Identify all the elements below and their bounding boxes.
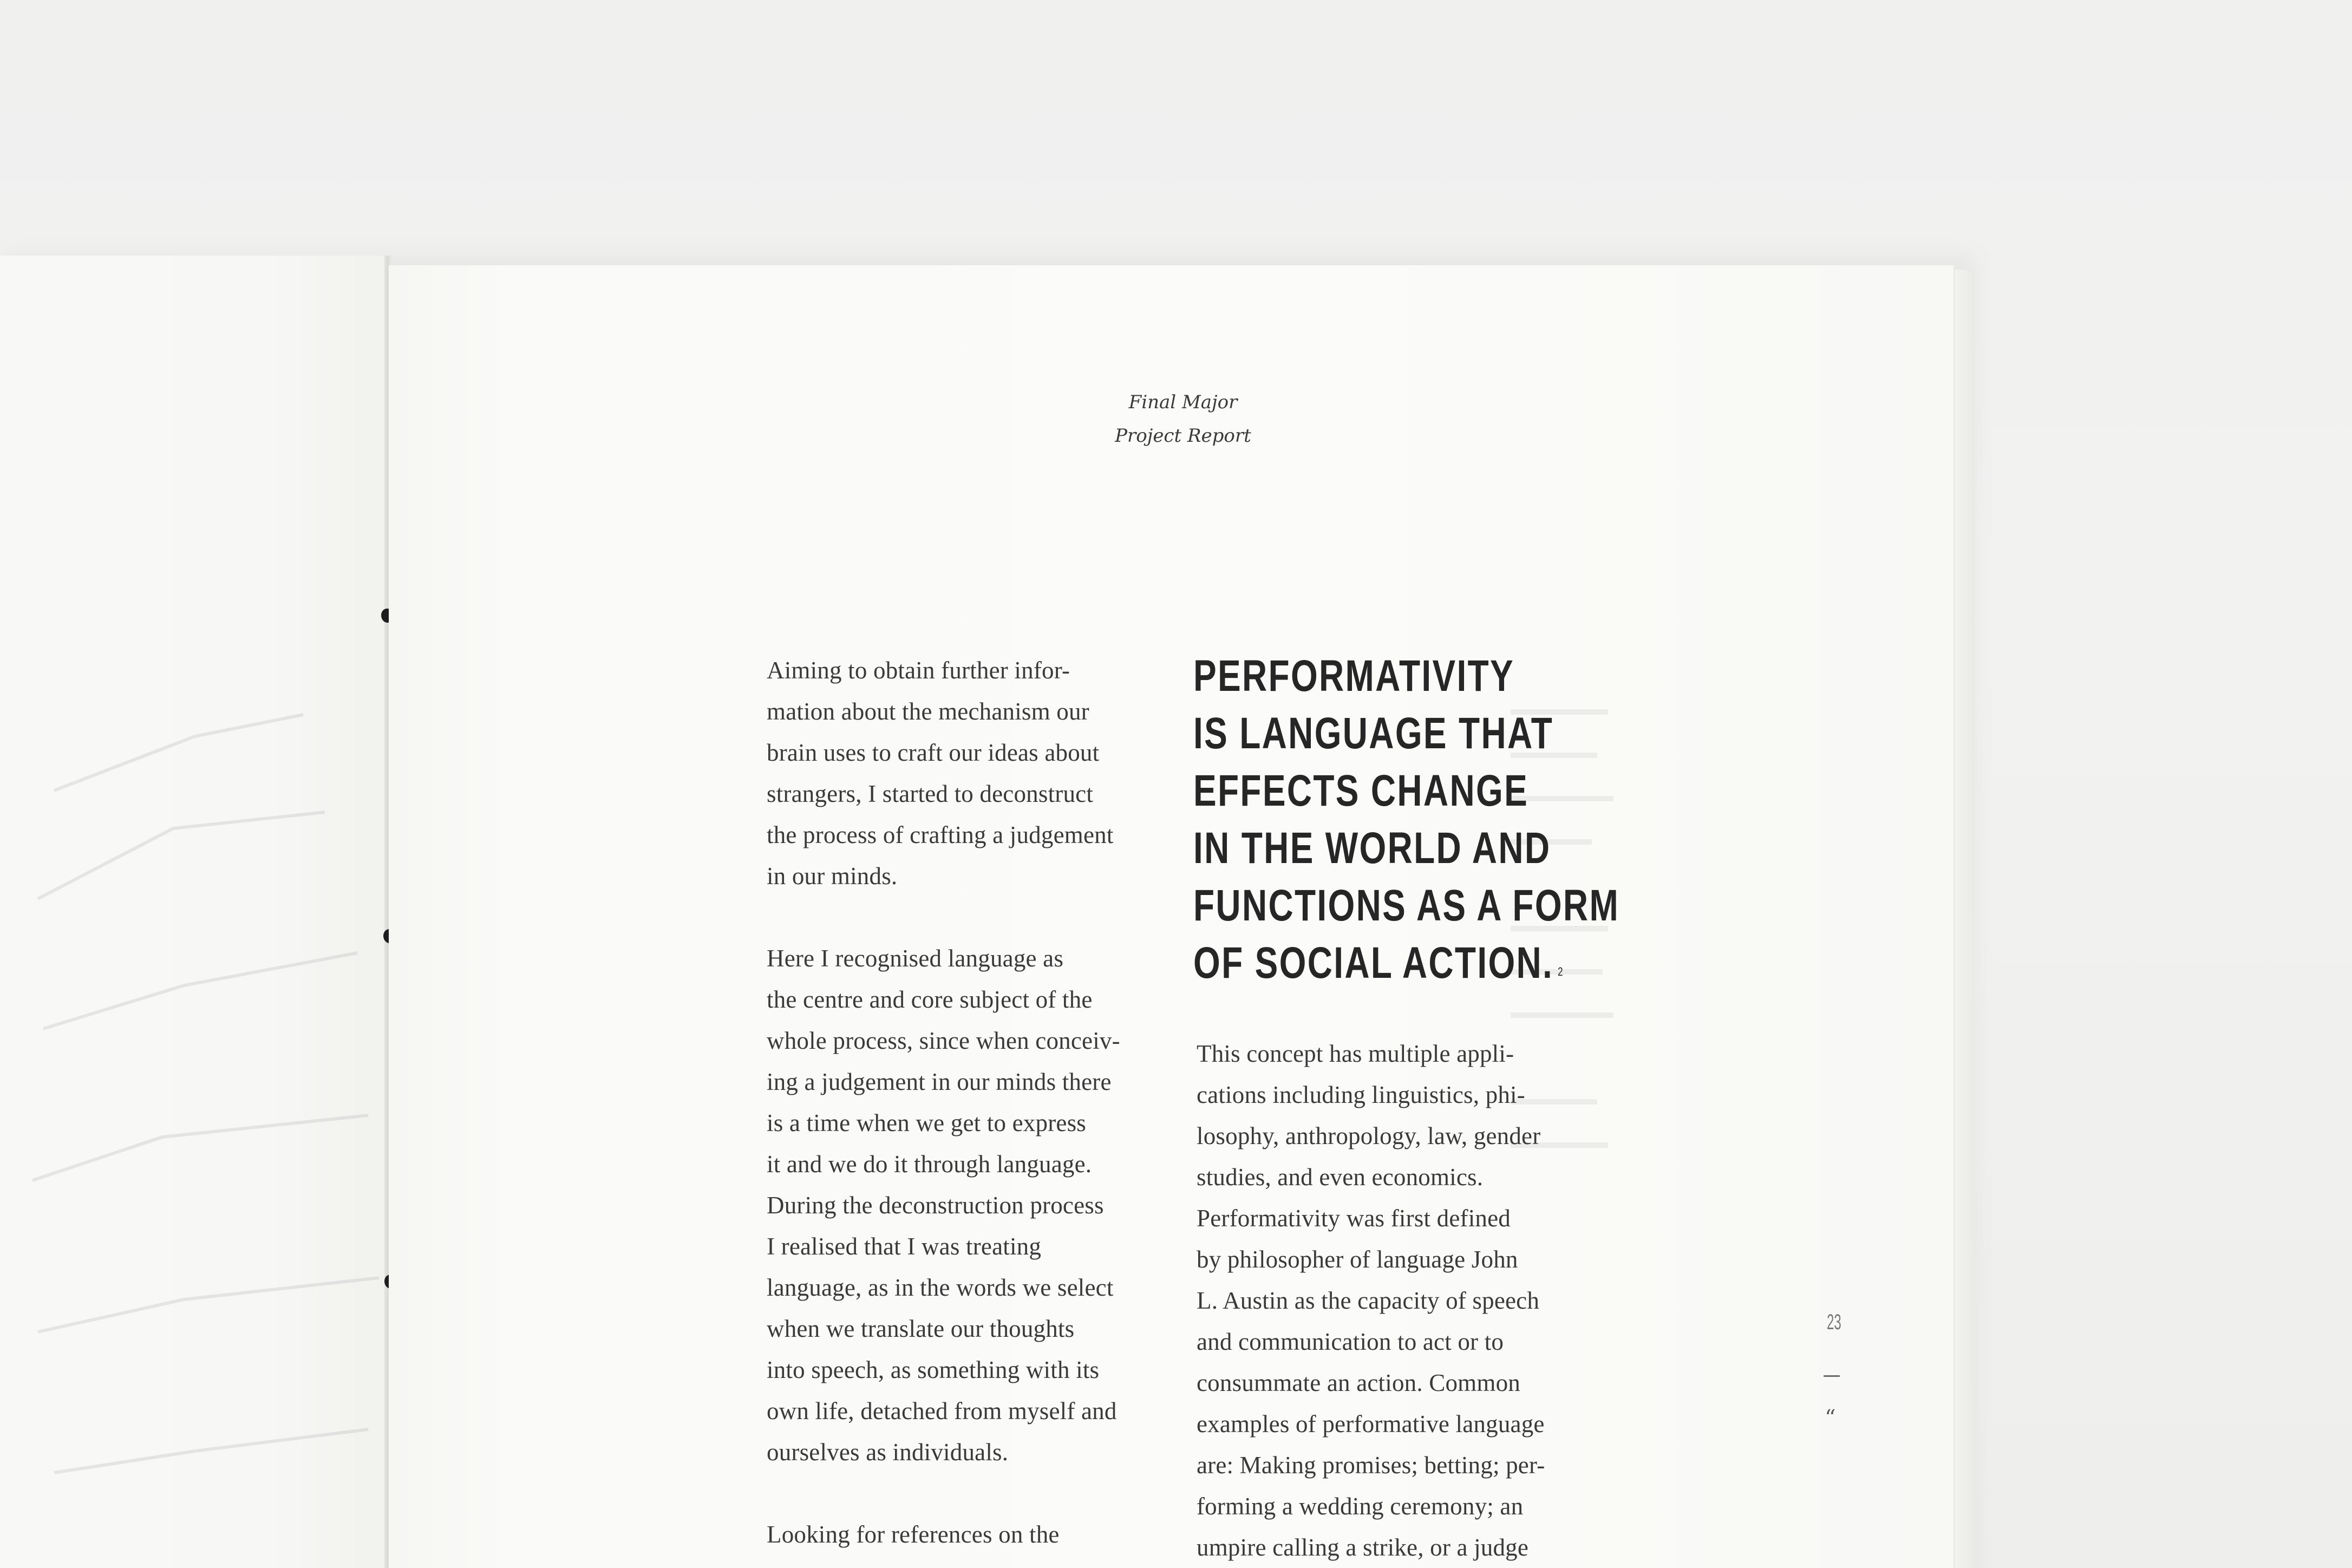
page-number: 23 <box>1827 1310 1841 1334</box>
text-line: consummate an action. Common <box>1197 1369 1520 1396</box>
text-line: I realised that I was treating <box>767 1233 1042 1260</box>
text-line: is a time when we get to express <box>767 1109 1086 1136</box>
text-line: and communication to act or to <box>1197 1328 1504 1355</box>
text-line: are: Making promises; betting; per- <box>1197 1452 1545 1479</box>
running-header-line-1: Final Major <box>1128 391 1238 413</box>
text-line: strangers, I started to deconstruct <box>767 780 1094 807</box>
text-line: Looking for references on the <box>767 1521 1060 1548</box>
running-header-line-2: Project Report <box>1115 425 1251 447</box>
paragraph <box>767 938 1167 1473</box>
margin-dash <box>1824 1375 1840 1377</box>
text-line: into speech, as something with its <box>767 1356 1100 1383</box>
pull-quote-line: OF SOCIAL ACTION. <box>1193 938 1554 988</box>
pull-quote-line: EFFECTS CHANGE <box>1193 766 1529 815</box>
text-line: examples of performative language <box>1197 1410 1545 1438</box>
text-line: mation about the mechanism our <box>767 698 1089 725</box>
paragraph <box>767 1514 1167 1555</box>
text-line: losophy, anthropology, law, gender <box>1197 1122 1541 1149</box>
text-line: when we translate our thoughts <box>767 1315 1075 1342</box>
footnote-reference: 2 <box>1557 965 1564 978</box>
text-line: cations including linguistics, phi- <box>1197 1081 1525 1108</box>
body-column-right <box>1197 1033 1608 1568</box>
pull-quote-line: FUNCTIONS AS A FORM <box>1193 881 1620 930</box>
right-page <box>389 265 1954 1568</box>
text-line: Here I recognised language as <box>767 945 1064 972</box>
pull-quote-line: IS LANGUAGE THAT <box>1193 709 1554 758</box>
text-line: brain uses to craft our ideas about <box>767 739 1100 766</box>
text-line: in our minds. <box>767 863 898 890</box>
text-line: During the deconstruction process <box>767 1192 1104 1219</box>
paragraph <box>1197 1033 1608 1568</box>
pull-quote <box>1193 648 1620 992</box>
pull-quote-line: IN THE WORLD AND <box>1193 824 1551 873</box>
text-line: own life, detached from myself and <box>767 1397 1117 1425</box>
pull-quote-last-line <box>1193 935 1564 992</box>
text-line: This concept has multiple appli- <box>1197 1040 1514 1067</box>
pull-quote-line: PERFORMATIVITY <box>1193 651 1515 701</box>
text-line: the process of crafting a judgement <box>767 821 1114 848</box>
paragraph <box>767 650 1167 897</box>
text-line: Aiming to obtain further infor- <box>767 657 1070 684</box>
text-line: by philosopher of language John <box>1197 1246 1518 1273</box>
margin-quote-mark: “ <box>1825 1406 1836 1430</box>
text-line: it and we do it through language. <box>767 1151 1092 1178</box>
text-line: umpire calling a strike, or a judge <box>1197 1534 1529 1561</box>
text-line: whole process, since when conceiv- <box>767 1027 1120 1054</box>
text-line: ing a judgement in our minds there <box>767 1068 1112 1095</box>
text-line: forming a wedding ceremony; an <box>1197 1493 1524 1520</box>
left-page-show-through <box>22 650 401 1568</box>
text-line: the centre and core subject of the <box>767 986 1093 1013</box>
text-line: Performativity was first defined <box>1197 1205 1511 1232</box>
running-header <box>1083 386 1283 453</box>
text-line: ourselves as individuals. <box>767 1439 1009 1466</box>
text-line: language, as in the words we select <box>767 1274 1114 1301</box>
body-column-left <box>767 650 1167 1568</box>
text-line: L. Austin as the capacity of speech <box>1197 1287 1540 1314</box>
text-line: studies, and even economics. <box>1197 1164 1484 1191</box>
